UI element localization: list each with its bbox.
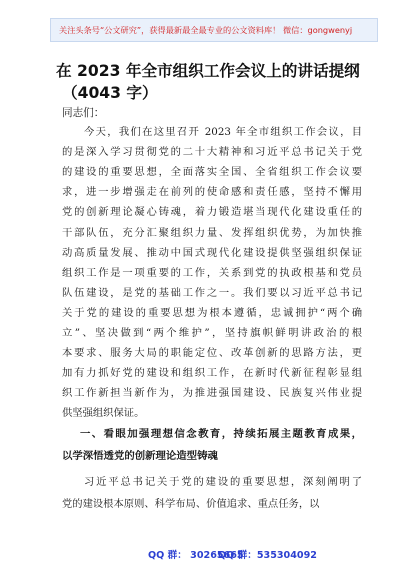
text-line: 干部队伍，充分汇聚组织力量、发挥组织优势，为加快推 xyxy=(62,226,362,239)
salutation: 同志们： xyxy=(62,107,105,119)
text-line: 关于党的建设的重要思想为根本遵循，忠诚拥护“两个确 xyxy=(62,306,362,319)
heading-line: 一、看眼加强理想信念教育，持续拓展主题教育成果， xyxy=(80,428,362,440)
text-line: 习近平总书记关于党的建设的重要思想，深刻阐明了 xyxy=(84,476,362,488)
footer-qq-group-2: QQ 群：535304092 xyxy=(218,550,317,561)
text-line: 求，进一步增强走在前列的使命感和责任感，坚持不懈用 xyxy=(62,186,362,199)
footer-qq-group-1: QQ 群： 30265665 xyxy=(148,550,244,561)
heading-line: 以学深悟透党的创新理论造型铸魂 xyxy=(62,450,218,462)
document-title: 在 2023 年全市组织工作会议上的讲话提纲 xyxy=(56,62,360,80)
text-line: 本要求、服务大局的职能定位、改革创新的思路方法，更 xyxy=(62,347,362,360)
text-line: 织工作新担当新作为，为推进强国建设、民族复兴伟业提 xyxy=(62,387,362,400)
text-line: 的是深入学习贯彻党的二十大精神和习近平总书记关于党 xyxy=(62,146,362,159)
text-line: 的建设的重要思想，全面落实全国、全省组织工作会议要 xyxy=(62,166,362,179)
text-line: 供坚强组织保证。 xyxy=(62,407,145,420)
text-line: 组织工作是一项重要的工作，关系到党的执政根基和党员 xyxy=(62,266,362,279)
text-line: 立”、坚决做到“两个维护”，坚持旗帜鲜明讲政治的根 xyxy=(62,327,362,339)
text-line: 今天，我们在这里召开 2023 年全市组织工作会议，目 xyxy=(84,126,362,138)
promo-banner-text: 关注头条号“公文研究”，获得最新最全最专业的公文资料库！ 微信：gongwenyj xyxy=(59,25,353,35)
document-word-count: （4043 字） xyxy=(62,84,158,102)
text-line: 动高质量发展、推动中国式现代化建设提供坚强组织保证 xyxy=(62,246,362,259)
text-line: 党的创新理论凝心铸魂，着力锻造堪当现代化建设重任的 xyxy=(62,206,362,219)
promo-banner xyxy=(50,18,378,42)
text-line: 党的建设根本原则、科学布局、价值追求、重点任务，以 xyxy=(62,498,320,510)
text-line: 加有力抓好党的建设和组织工作，在新时代新征程彰显组 xyxy=(62,367,362,380)
text-line: 队伍建设，是党的基础工作之一。我们要以习近平总书记 xyxy=(62,286,362,299)
